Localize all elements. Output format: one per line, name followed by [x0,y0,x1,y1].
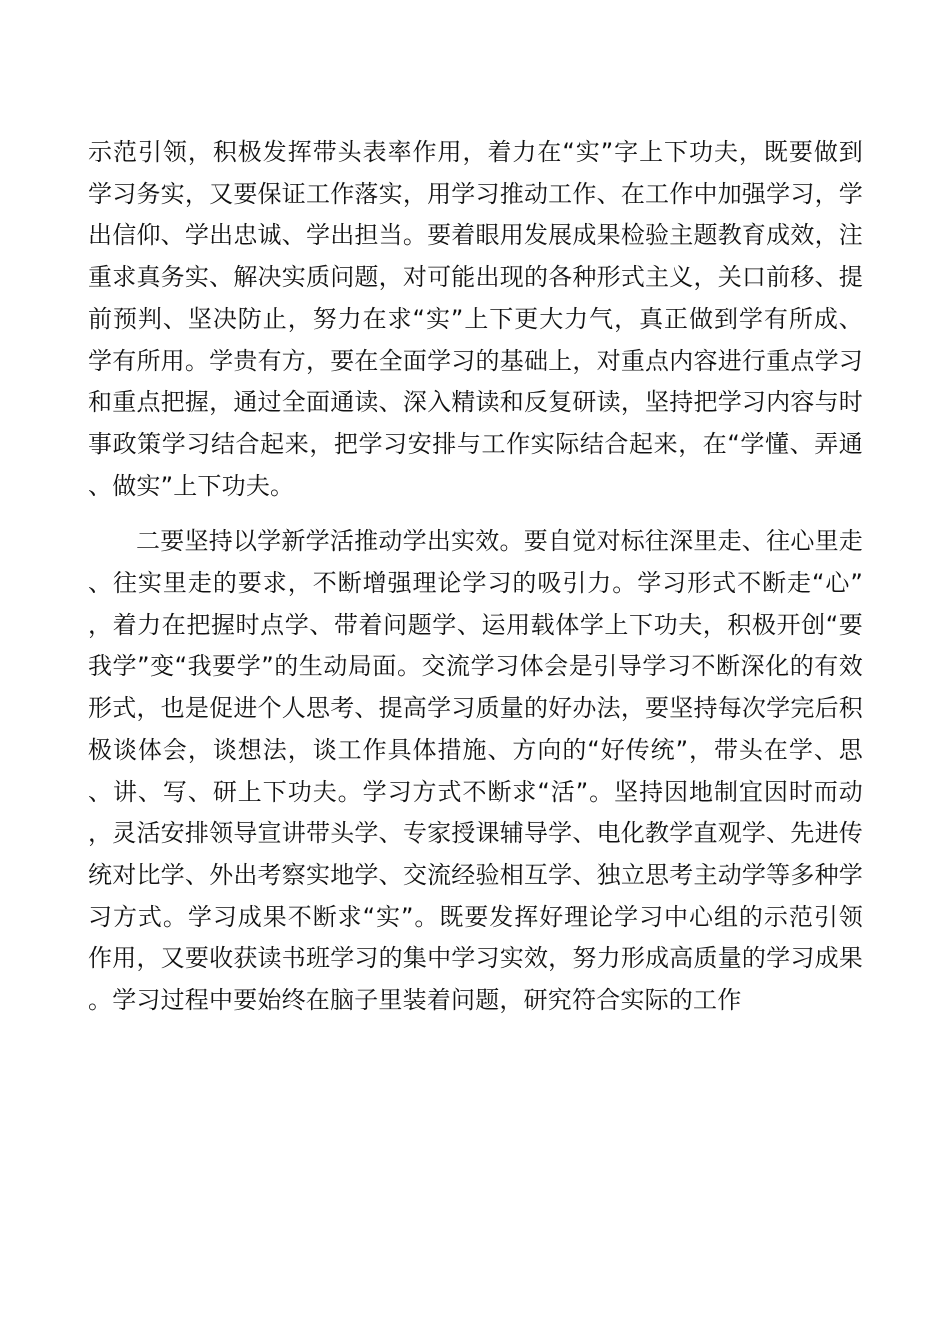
document-body [88,132,863,1022]
body-paragraph-second-point: 二要坚持以学新学活推动学出实效。要自觉对标往深里走、往心里走、往实里走的要求，不断增强理论学习的吸引力。学习形式不断走“心”，着力在把握时点学、带着问题学、运用载体学上下功夫，积极开创“要我学”变“我要学”的生动局面。交流学习体会是引导学习不断深化的有效形式，也是促进个人思考、提高学习质量的好办法，要坚持每次学完后积极谈体会，谈想法，谈工作具体措施、方向的“好传统”，带头在学、思、讲、写、研上下功夫。学习方式不断求“活”。坚持因地制宜因时而动，灵活安排领导宣讲带头学、专家授课辅导学、电化教学直观学、先进传统对比学、外出考察实地学、交流经验相互学、独立思考主动学等多种学习方式。学习成果不断求“实”。既要发挥好理论学习中心组的示范引领作用，又要收获读书班学习的集中学习实效，努力形成高质量的学习成果。学习过程中要始终在脑子里装着问题，研究符合实际的工作 [88,527,863,1015]
body-paragraph-continuation: 示范引领，积极发挥带头表率作用，着力在“实”字上下功夫，既要做到学习务实，又要保证工作落实，用学习推动工作、在工作中加强学习，学出信仰、学出忠诚、学出担当。要着眼用发展成果检验主题教育成效，注重求真务实、解决实质问题，对可能出现的各种形式主义，关口前移、提前预判、坚决防止，努力在求“实”上下更大力气，真正做到学有所成、学有所用。学贵有方，要在全面学习的基础上，对重点内容进行重点学习和重点把握，通过全面通读、深入精读和反复研读，坚持把学习内容与时事政策学习结合起来，把学习安排与工作实际结合起来，在“学懂、弄通、做实”上下功夫。 [88,138,863,500]
